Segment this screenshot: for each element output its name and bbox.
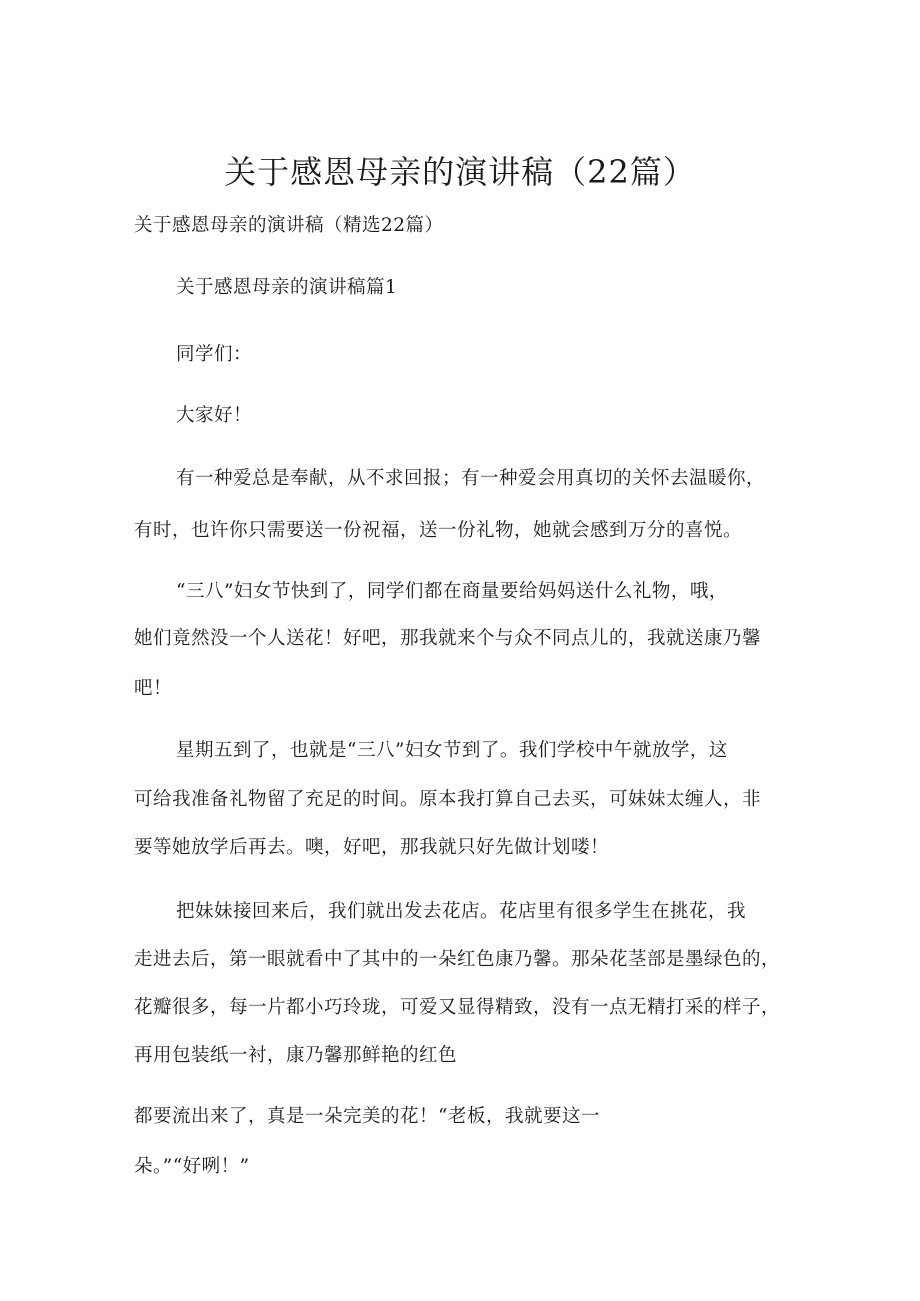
paragraph-line: 再用包装纸一衬，康乃馨那鲜艳的红色 — [134, 1045, 458, 1066]
paragraph-line: 她们竟然没一个人送花！好吧，那我就来个与众不同点儿的，我就送康乃馨 — [134, 628, 762, 649]
paragraph-line: 朵。”“好咧！” — [134, 1156, 250, 1177]
paragraph-line: 有一种爱总是奉献，从不求回报；有一种爱会用真切的关怀去温暖你， — [176, 468, 766, 489]
greeting: 大家好！ — [176, 405, 253, 426]
paragraph-line: 可给我准备礼物留了充足的时间。原本我打算自己去买，可妹妹太缠人，非 — [134, 789, 762, 810]
paragraph-line: 有时，也许你只需要送一份祝福，送一份礼物，她就会感到万分的喜悦。 — [134, 520, 743, 541]
document-subtitle: 关于感恩母亲的演讲稿（精选22篇） — [134, 215, 444, 236]
paragraph-line: 花瓣很多，每一片都小巧玲珑，可爱又显得精致，没有一点无精打采的样子， — [134, 997, 781, 1018]
section-heading: 关于感恩母亲的演讲稿篇1 — [176, 277, 398, 298]
paragraph-line: “三八”妇女节快到了，同学们都在商量要给妈妈送什么礼物，哦， — [176, 581, 728, 602]
paragraph-line: 都要流出来了，真是一朵完美的花！“老板，我就要这一 — [134, 1106, 600, 1127]
paragraph-line: 星期五到了，也就是“三八”妇女节到了。我们学校中午就放学，这 — [176, 740, 728, 761]
paragraph-line: 走进去后，第一眼就看中了其中的一朵红色康乃馨。那朵花茎部是墨绿色的， — [134, 949, 781, 970]
paragraph-line: 要等她放学后再去。噢，好吧，那我就只好先做计划喽！ — [134, 837, 610, 858]
salutation: 同学们： — [176, 344, 253, 365]
document-title: 关于感恩母亲的演讲稿（22篇） — [224, 153, 696, 191]
paragraph-line: 吧！ — [134, 678, 173, 699]
paragraph-line: 把妹妹接回来后，我们就出发去花店。花店里有很多学生在挑花，我 — [176, 901, 747, 922]
